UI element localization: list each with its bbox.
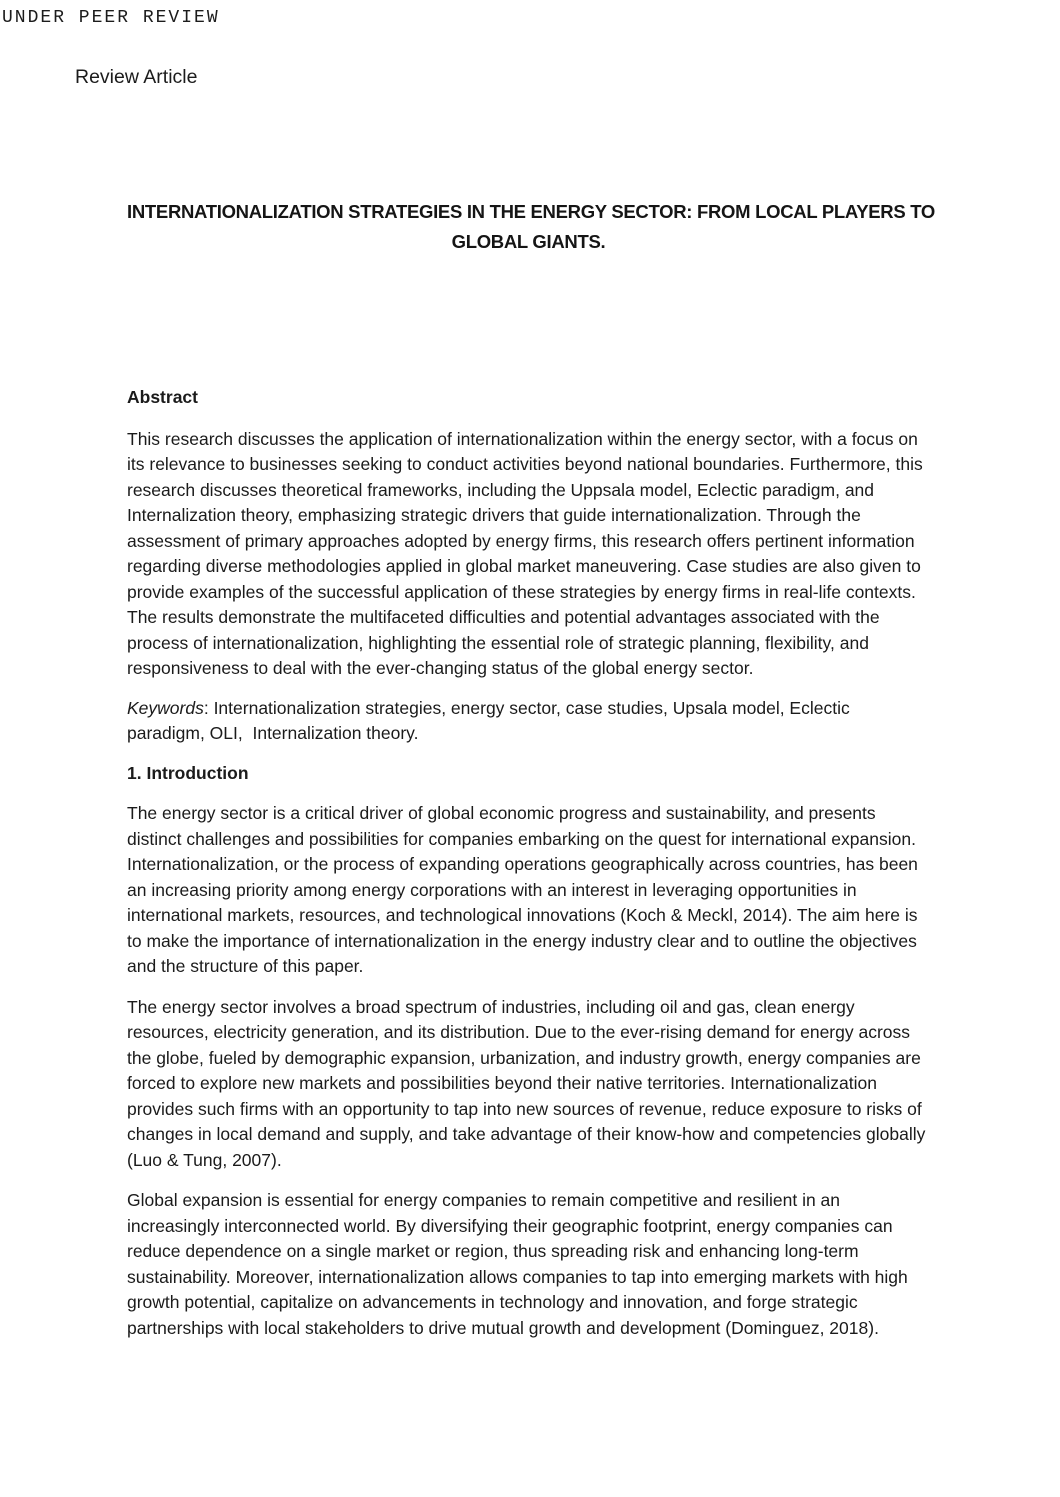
peer-review-status-banner: UNDER PEER REVIEW (2, 8, 220, 28)
introduction-heading: 1. Introduction (127, 762, 249, 783)
keywords-text: : Internationalization strategies, energy sector, case studies, Upsala model, Eclectic paradigm, OLI, Internalization theory. (127, 697, 855, 743)
intro-paragraph-3: Global expansion is essential for energy companies to remain competitive and resilient in an increasingly interconnected world. By diversifying their geographic footprint, energy companies can reduce dependence on a single market or region, thus spreading risk and enhancing long-term sustainability. Moreover, internationalization allows companies to tap into emerging markets with high growth potential, capitalize on advancements in technology and innovation, and forge strategic partnerships with local stakeholders to drive mutual growth and development (Dominguez, 2018). (127, 1190, 913, 1338)
abstract-text: This research discusses the application of internationalization within the energy sector, with a focus on its relevance to businesses seeking to conduct activities beyond national boundaries. Furthermore, this research discusses theoretical frameworks, including the Uppsala model, Eclectic paradigm, and Internalization theory, emphasizing strategic drivers that guide internationalization. Through the assessment of primary approaches adopted by energy firms, this research offers pertinent information regarding diverse methodologies applied in global market maneuvering. Case studies are also given to provide examples of the successful application of these strategies by energy firms in real-life contexts. The results demonstrate the multifaceted difficulties and potential advantages associated with the process of internationalization, highlighting the essential role of strategic planning, flexibility, and responsiveness to deal with the ever-changing status of the global energy sector. (127, 428, 928, 678)
article-type-label: Review Article (75, 66, 198, 88)
paper-title-line-2: GLOBAL GIANTS. (451, 231, 606, 252)
keywords-line (127, 696, 930, 747)
keywords-label: Keywords (127, 697, 204, 718)
intro-paragraph-1: The energy sector is a critical driver of global economic progress and sustainability, and presents distinct challenges and possibilities for companies embarking on the quest for international expansion. Internationalization, or the process of expanding operations geographically across countries, has been an increasing priority among energy corporations with an interest in leveraging opportunities in international markets, resources, and technological innovations (Koch & Meckl, 2014). The aim here is to make the importance of internationalization in the energy industry clear and to outline the objectives and the structure of this paper. (127, 803, 923, 976)
paper-title (127, 197, 935, 257)
intro-paragraph-2: The energy sector involves a broad spectrum of industries, including oil and gas, clean energy resources, electricity generation, and its distribution. Due to the ever-rising demand for energy across the globe, fueled by demographic expansion, urbanization, and industry growth, energy companies are forced to explore new markets and possibilities beyond their native territories. Internationalization provides such firms with an opportunity to tap into new sources of revenue, reduce exposure to risks of changes in local demand and supply, and take advantage of their know-how and competencies globally (Luo & Tung, 2007). (127, 996, 931, 1170)
abstract-heading: Abstract (127, 387, 198, 407)
paper-title-line-1: INTERNATIONALIZATION STRATEGIES IN THE ENERGY SECTOR: FROM LOCAL PLAYERS TO (127, 201, 935, 222)
